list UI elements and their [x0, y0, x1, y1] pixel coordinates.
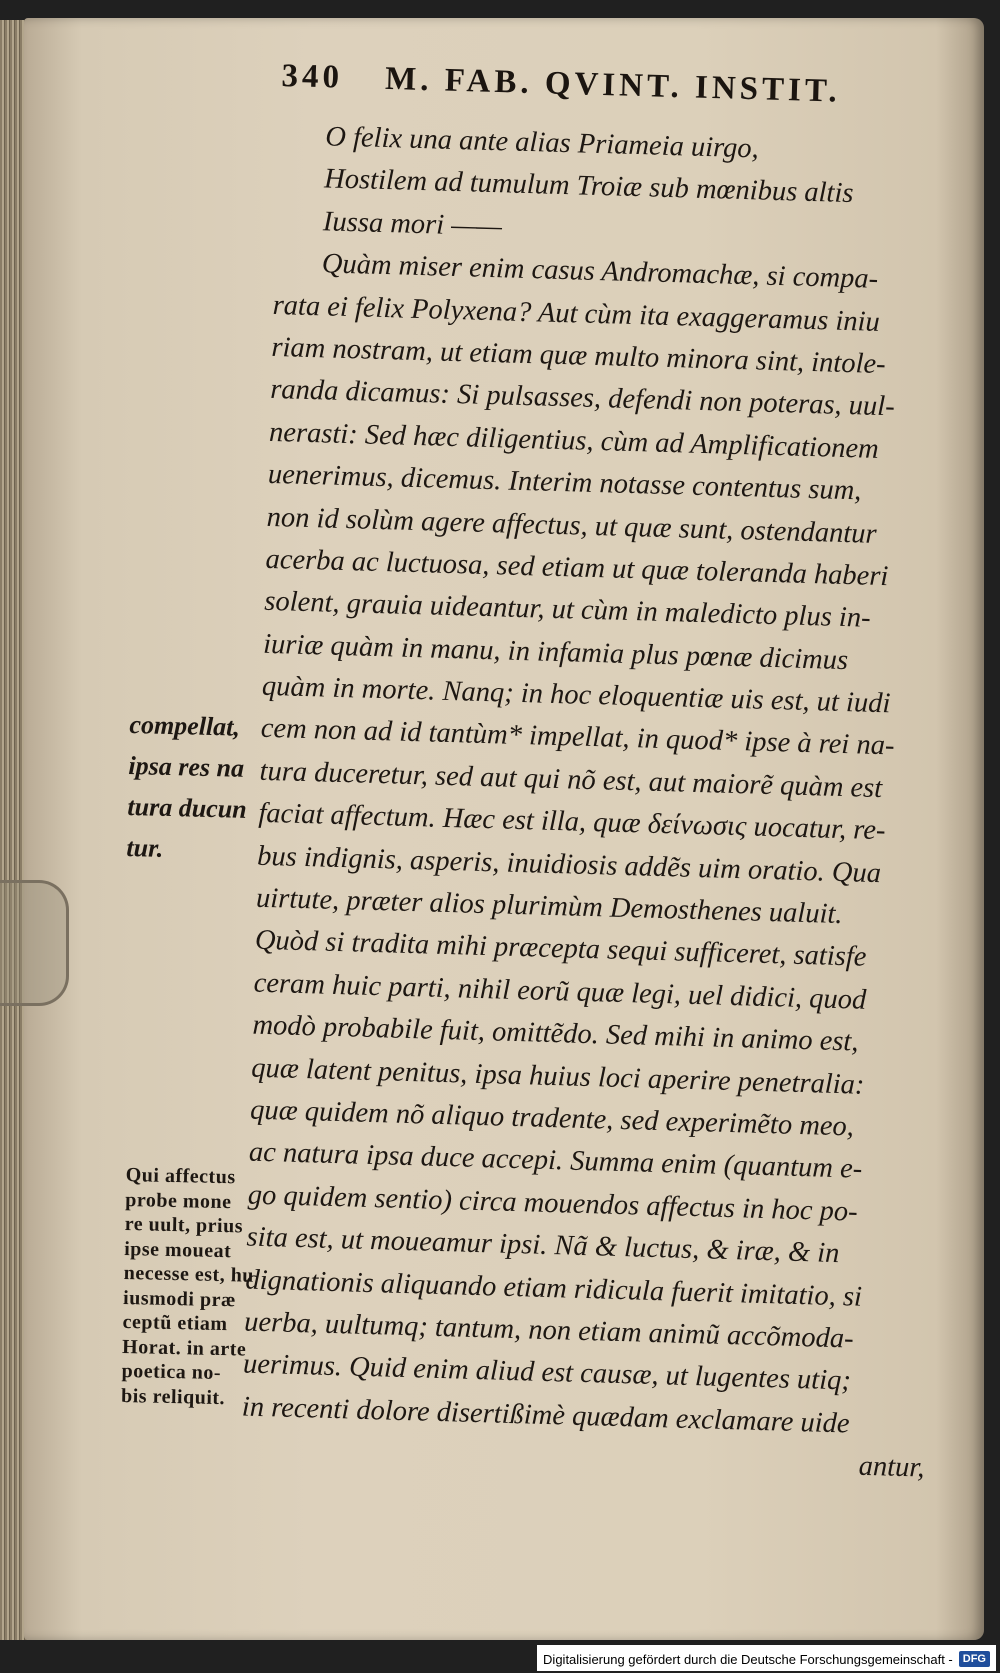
- main-text-block: [240, 115, 968, 1490]
- text-line: quæ quidem nõ aliquo tradente, sed experimẽto meo,: [249, 1094, 855, 1143]
- margin-note-lower: [121, 1163, 276, 1411]
- text-line: Iussa mori ——: [322, 206, 503, 243]
- text-line: uirtute, præter alios plurimùm Demosthenes ualuit.: [255, 882, 843, 931]
- digitization-credit: [537, 1645, 996, 1671]
- catchword: antur,: [858, 1450, 925, 1484]
- page-number: 340: [280, 58, 344, 96]
- text-line: faciat affectum. Hæc est illa, quæ δείνωσις uocatur, re-: [258, 797, 886, 847]
- dfg-logo: DFG: [959, 1651, 990, 1667]
- margin-note-line: bis reliquit.: [120, 1384, 226, 1409]
- text-line: acerba ac luctuosa, sed etiam ut quæ toleranda haberi: [265, 543, 889, 593]
- text-line: rata ei felix Polyxena? Aut cùm ita exaggeramus iniu: [272, 289, 881, 338]
- margin-note-line: re uult, prius: [124, 1212, 244, 1238]
- text-line: randa dicamus: Si pulsasses, defendi non poteras, uul-: [269, 374, 896, 423]
- text-line: Quòd si tradita mihi præcepta sequi sufficeret, satisfe: [254, 925, 867, 974]
- margin-note-line: tur.: [126, 832, 164, 863]
- text-line: uerimus. Quid enim aliud est causæ, ut lugentes utiq;: [242, 1348, 852, 1397]
- text-line: non id solùm agere affectus, ut quæ sunt, ostendantur: [266, 501, 878, 550]
- text-line: sita est, ut moueamur ipsi. Nã & luctus, & iræ, & in: [246, 1221, 840, 1270]
- text-line: tura duceretur, sed aut qui nõ est, aut maiorẽ quàm est: [259, 755, 883, 804]
- text-line: uenerimus, dicemus. Interim notasse contentus sum,: [267, 458, 862, 507]
- margin-note-line: compellat,: [129, 709, 241, 742]
- margin-note-line: necesse est, hu: [123, 1261, 255, 1287]
- text-line: quàm in morte. Nanq; in hoc eloquentiæ uis est, ut iudi: [261, 670, 891, 720]
- text-line: solent, grauia uideantur, ut cùm in maledicto plus in-: [263, 586, 871, 635]
- margin-note-line: poetica no-: [121, 1359, 222, 1385]
- margin-note-upper: [126, 704, 280, 872]
- text-line: Hostilem ad tumulum Troiæ sub mœnibus altis: [323, 163, 854, 210]
- text-line: bus indignis, asperis, inuidiosis addẽs uim oratio. Qua: [256, 840, 882, 889]
- running-title: M. FAB. QVINT. INSTIT.: [384, 60, 842, 110]
- margin-note-line: iusmodi præ: [122, 1286, 237, 1311]
- book-clasp-strap: [0, 880, 69, 1006]
- text-line: Quàm miser enim casus Andromachæ, si compa-: [321, 248, 879, 295]
- margin-note-line: probe mone: [125, 1188, 232, 1213]
- margin-note-line: ipse moueat: [123, 1237, 232, 1262]
- text-line: quæ latent penitus, ipsa huius loci aperire penetralia:: [250, 1052, 865, 1101]
- margin-note-line: ceptũ etiam: [122, 1310, 228, 1336]
- text-line: go quidem sentio) circa mouendos affectus in hoc po-: [247, 1179, 859, 1228]
- text-line: iuriæ quàm in manu, in infamia plus pœnæ dicimus: [262, 628, 849, 676]
- margin-note-line: tura ducun: [127, 791, 248, 824]
- credit-text: Digitalisierung gefördert durch die Deutsche Forschungsgemeinschaft -: [543, 1651, 953, 1667]
- text-line: riam nostram, ut etiam quæ multo minora sint, intole-: [271, 331, 887, 381]
- margin-note-line: Horat. in arte: [121, 1335, 247, 1361]
- text-line: nerasti: Sed hæc diligentius, cùm ad Amplificationem: [268, 416, 880, 465]
- margin-note-line: Qui affectus: [125, 1163, 236, 1189]
- margin-note-line: ipsa res na: [128, 750, 245, 783]
- text-line: O felix una ante alias Priameia uirgo,: [324, 121, 760, 165]
- text-line: in recenti dolore disertißimè quædam exclamare uide: [241, 1391, 850, 1440]
- text-line: ceram huic parti, nihil eorũ quæ legi, uel didici, quod: [253, 967, 867, 1016]
- text-line: ac natura ipsa duce accepi. Summa enim (quantum e-: [248, 1136, 863, 1186]
- text-line: cem non ad id tantùm* impellat, in quod* ipse à rei na-: [260, 713, 895, 762]
- text-line: dignationis aliquando etiam ridicula fuerit imitatio, si: [245, 1264, 863, 1313]
- text-line: uerba, uultumq; tantum, non etiam animũ accõmoda-: [243, 1306, 854, 1355]
- text-line: modò probabile fuit, omittẽdo. Sed mihi in animo est,: [252, 1009, 859, 1058]
